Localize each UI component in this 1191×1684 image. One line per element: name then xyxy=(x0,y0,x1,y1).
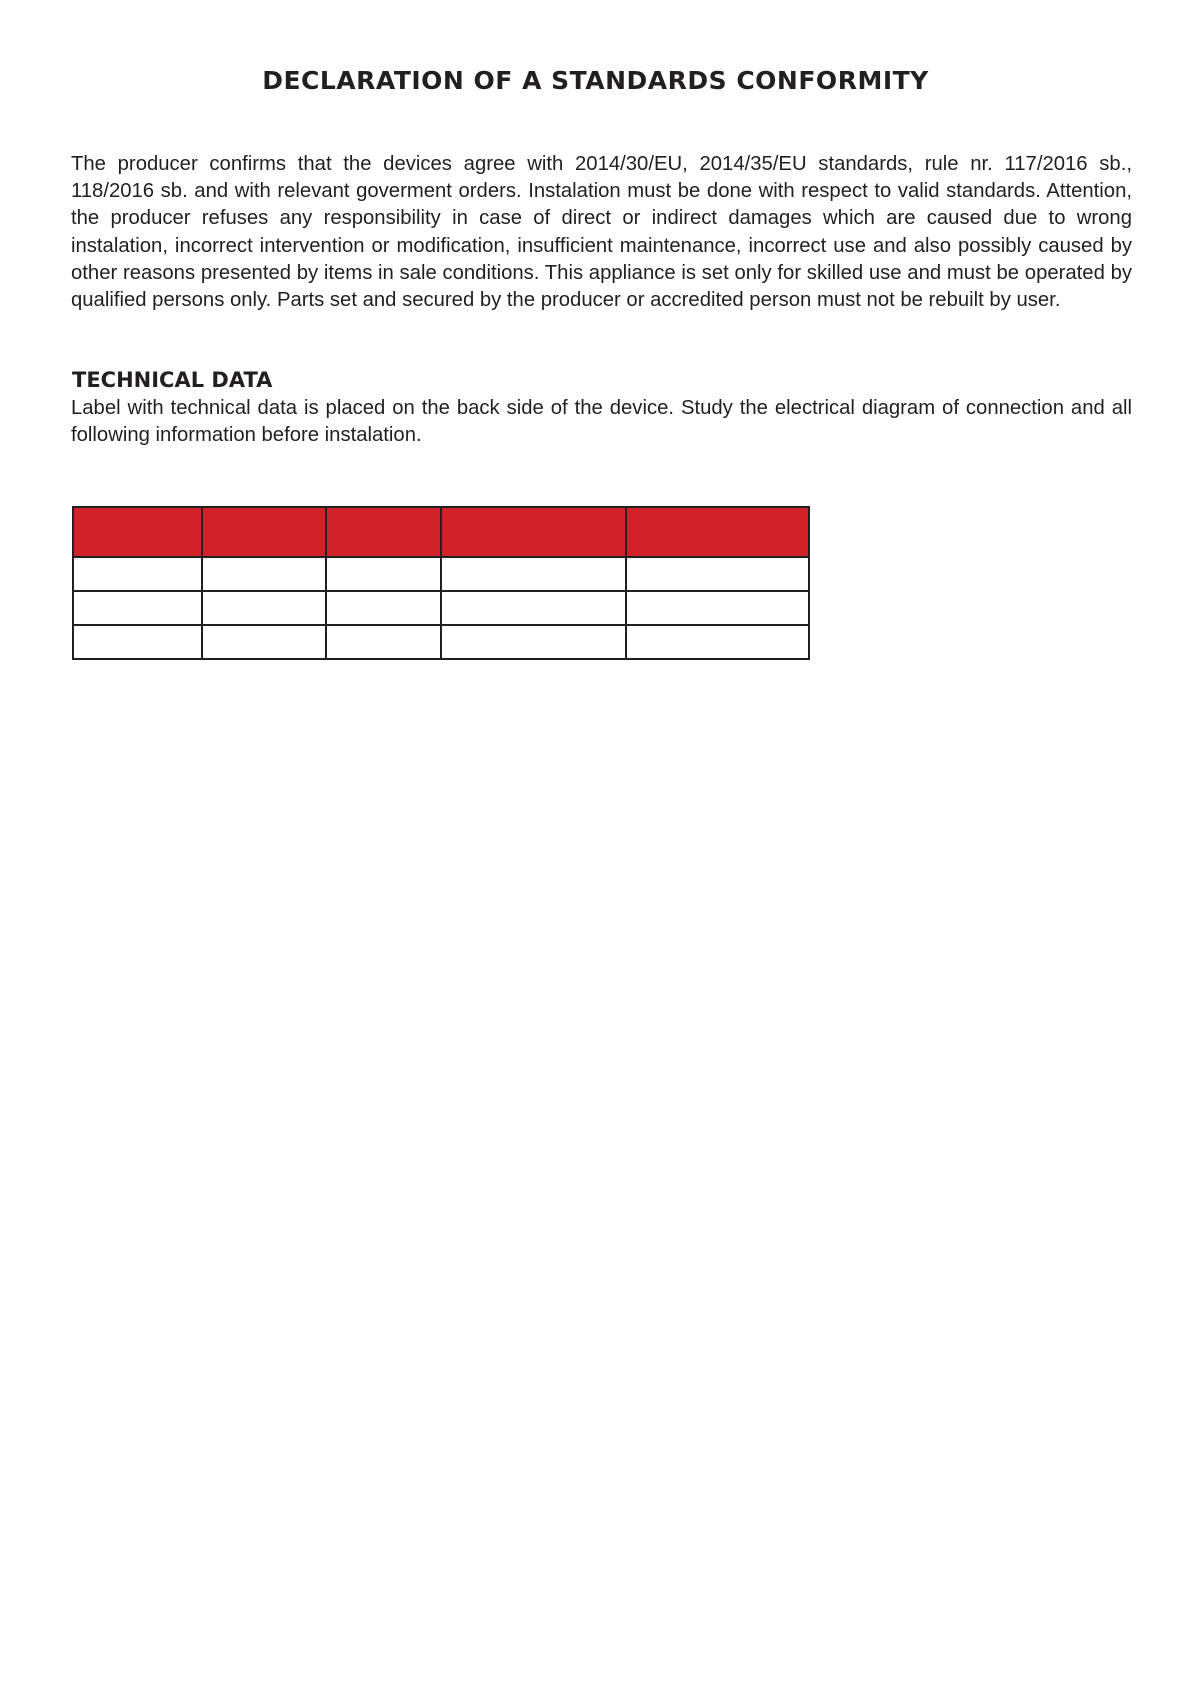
table-header-cell xyxy=(441,507,626,557)
technical-data-heading: TECHNICAL DATA xyxy=(72,368,273,392)
table-cell xyxy=(626,557,809,591)
table-cell xyxy=(73,591,202,625)
table-cell xyxy=(441,625,626,659)
table-row xyxy=(73,557,809,591)
table-cell xyxy=(626,591,809,625)
table-cell xyxy=(326,591,441,625)
table-row xyxy=(73,625,809,659)
table-header-cell xyxy=(202,507,326,557)
table-cell xyxy=(626,625,809,659)
page-title: DECLARATION OF A STANDARDS CONFORMITY xyxy=(262,66,929,95)
table-cell xyxy=(441,557,626,591)
table-header-cell xyxy=(326,507,441,557)
technical-data-text: Label with technical data is placed on the back side of the device. Study the electrical diagram of connection and all following information before instalation. xyxy=(71,397,1132,447)
table-cell xyxy=(73,557,202,591)
table-cell xyxy=(202,557,326,591)
table-cell xyxy=(441,591,626,625)
table-header-cell xyxy=(626,507,809,557)
table-cell xyxy=(326,625,441,659)
table-header-row xyxy=(73,507,809,557)
table-cell xyxy=(202,591,326,625)
conformity-paragraph: The producer confirms that the devices agree with 2014/30/EU, 2014/35/EU standards, rule nr. 117/2016 sb., 118/2016 sb. and with relevant goverment orders. Instalation must be done with respect to valid standards. Attention, the producer refuses any responsibility in case of direct or indirect damages which are caused due to wrong instalation, incorrect intervention or modification, insufficient maintenance, incorrect use and also possibly caused by other reasons presented by items in sale conditions. This appliance is set only for skilled use and must be operated by qualified persons only. Parts set and secured by the producer or accredited person must not be rebuilt by user. xyxy=(71,153,1132,312)
table-header-cell xyxy=(73,507,202,557)
table-cell xyxy=(73,625,202,659)
table-row xyxy=(73,591,809,625)
technical-data-table xyxy=(72,506,810,660)
table-cell xyxy=(202,625,326,659)
table-cell xyxy=(326,557,441,591)
